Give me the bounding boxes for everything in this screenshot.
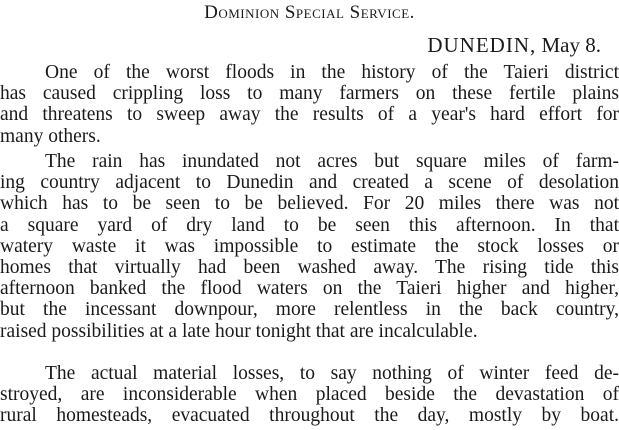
- paragraph-2: [0, 151, 619, 342]
- paragraph-line: ing country adjacent to Dunedin and created a scene of desolation: [0, 172, 619, 194]
- dateline-date: May 8.: [541, 33, 601, 57]
- paragraph-line: rural homesteads, evacuated throughout the day, mostly by boat.: [0, 405, 619, 427]
- paragraph-3: [0, 363, 619, 427]
- dateline: [427, 33, 601, 57]
- paragraph-line: One of the worst floods in the history of the Taieri district: [45, 62, 619, 83]
- paragraph-line: but the incessant downpour, more relentless in the back country,: [0, 299, 619, 321]
- dateline-city: DUNEDIN,: [427, 33, 537, 57]
- paragraph-line: watery waste it was impossible to estimate the stock losses or: [0, 235, 619, 257]
- paragraph-line: has caused crippling loss to many farmers on these fertile plains: [0, 83, 619, 105]
- article-header: Dominion Special Service.: [204, 2, 415, 23]
- paragraph-line: a square yard of dry land to be seen this afternoon. In that: [0, 214, 619, 236]
- paragraph-line: and threatens to sweep away the results of a year's hard effort for: [0, 104, 619, 126]
- paragraph-line: The actual material losses, to say nothing of winter feed de-: [45, 363, 619, 384]
- paragraph-line: many others.: [0, 125, 101, 147]
- paragraph-line: afternoon banked the flood waters on the Taieri higher and higher,: [0, 278, 619, 300]
- paragraph-line: stroyed, are inconsiderable when placed beside the devastation of: [0, 384, 619, 406]
- paragraph-line: raised possibilities at a late hour tonight that are incalculable.: [0, 320, 478, 342]
- paragraph-line: homes that virtually had been washed away. The rising tide this: [0, 256, 619, 278]
- paragraph-line: which has to be seen to be believed. For 20 miles there was not: [0, 193, 619, 215]
- paragraph-1: [0, 62, 619, 147]
- paragraph-line: The rain has inundated not acres but square miles of farm-: [45, 151, 619, 172]
